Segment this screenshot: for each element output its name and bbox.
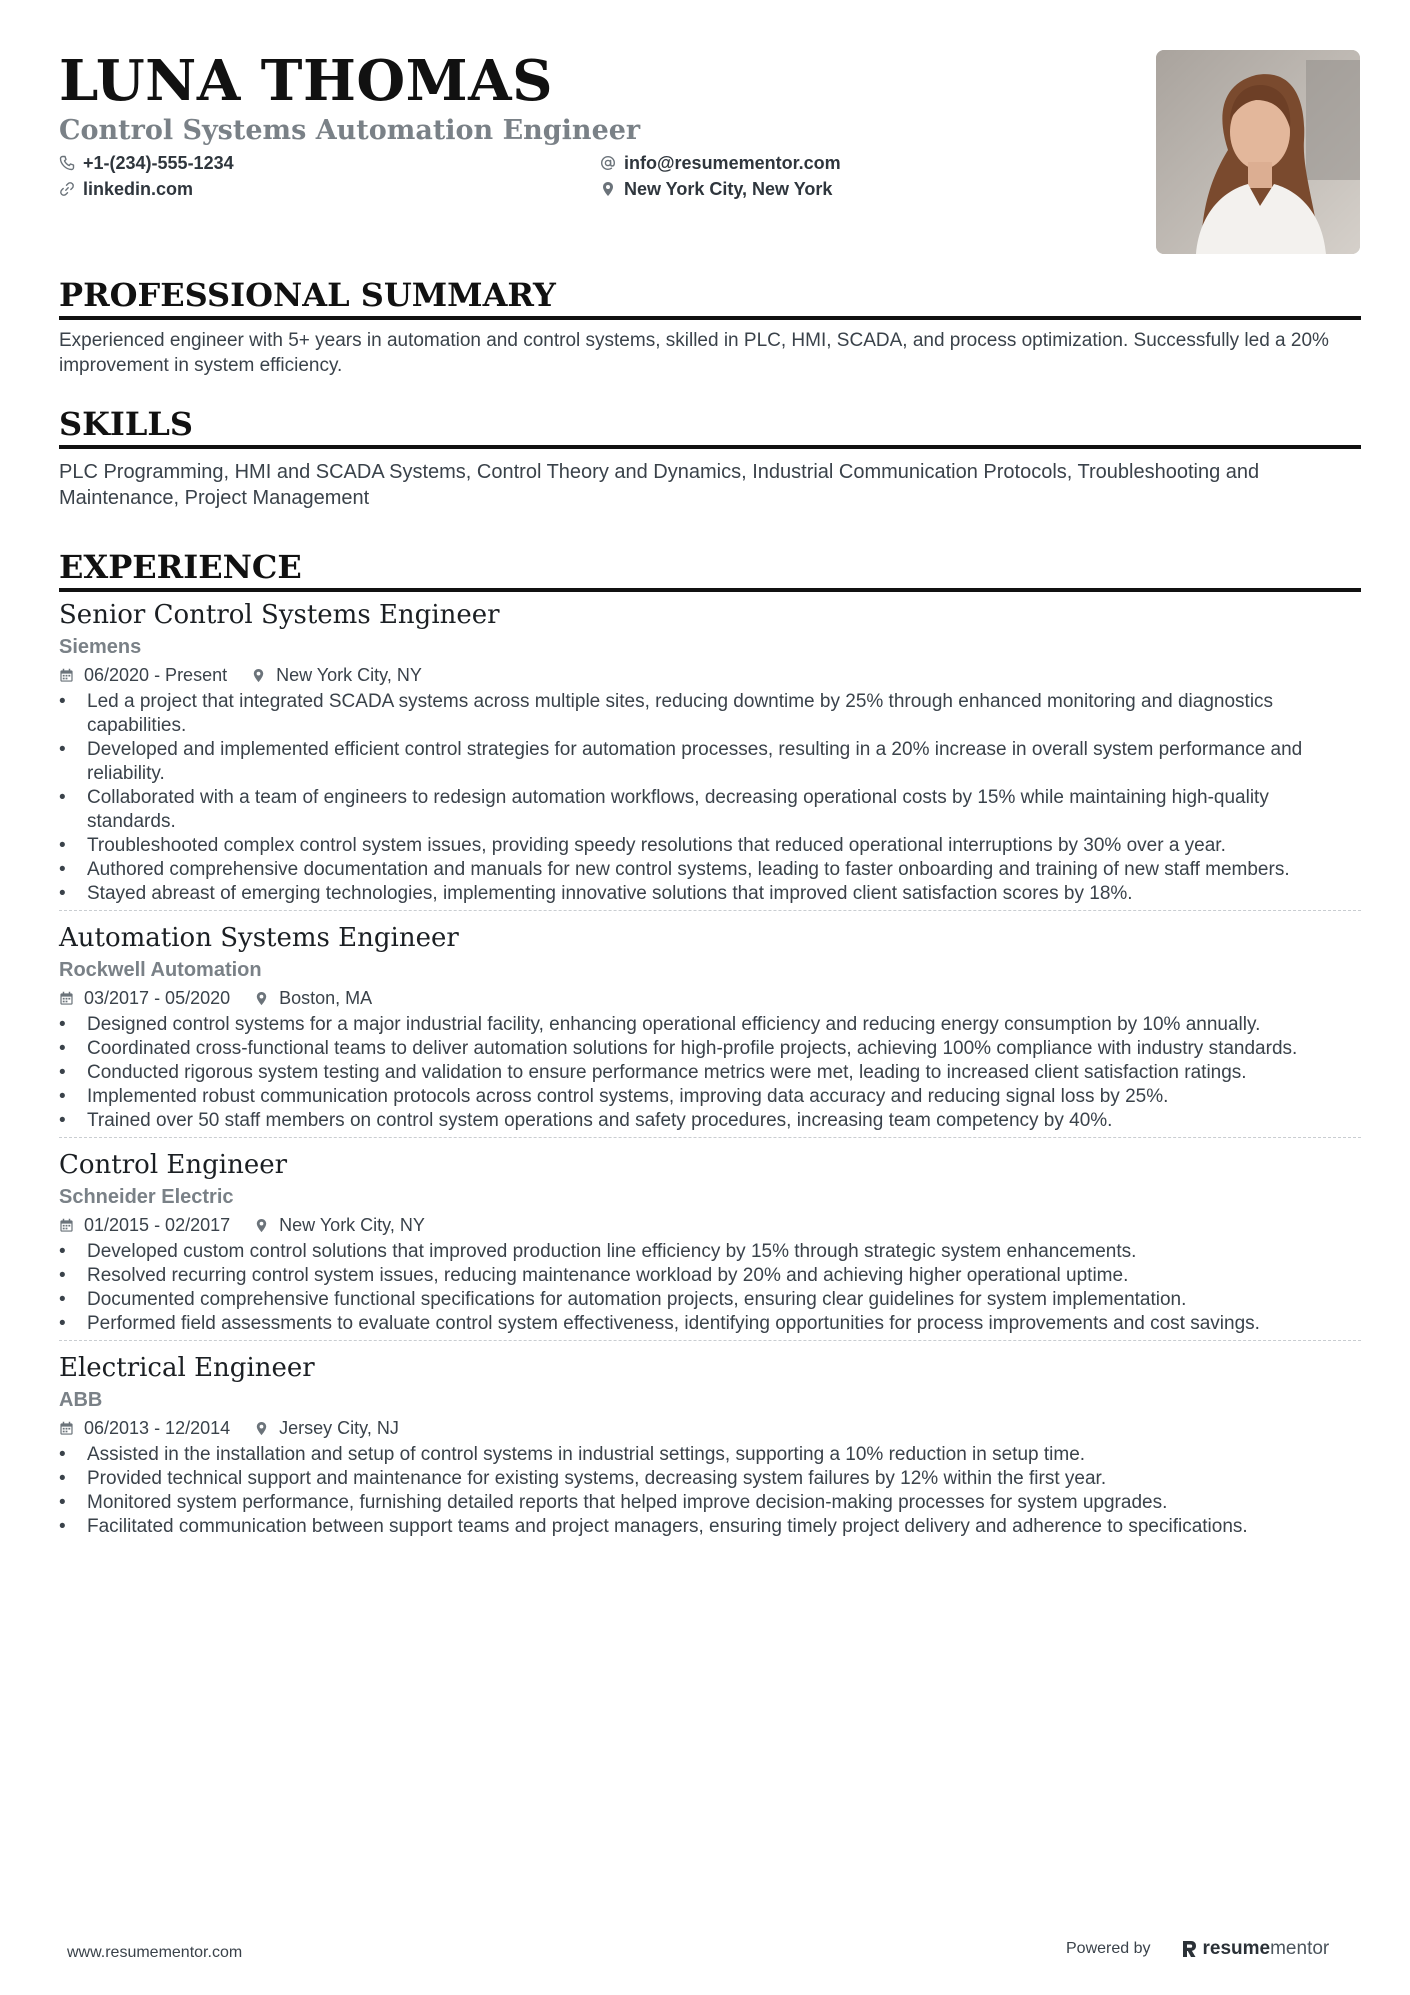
brand-name-bold: resume	[1202, 1938, 1271, 1959]
location-text: New York City, New York	[624, 179, 833, 199]
job-location-text: Jersey City, NJ	[279, 1418, 399, 1438]
job-location	[254, 1417, 399, 1439]
job-bullet: • Developed and implemented efficient control strategies for automation processes, resulting in a 20% increase in overall system performance and reliability.	[59, 738, 1361, 786]
job-meta	[59, 664, 1361, 686]
location-pin-icon	[254, 991, 269, 1006]
link-icon	[59, 181, 75, 197]
job-bullet: • Resolved recurring control system issues, reducing maintenance workload by 20% and achieving higher operational uptime.	[59, 1264, 1361, 1288]
company-name: Rockwell Automation	[59, 959, 262, 981]
job-bullet: • Performed field assessments to evaluate control system effectiveness, identifying opportunities for process improvements and cost savings.	[59, 1312, 1361, 1336]
powered-by-text: Powered by	[1066, 1940, 1151, 1957]
job-bullets	[59, 1013, 1361, 1133]
job-bullet: • Monitored system performance, furnishing detailed reports that helped improve decision-making processes for system upgrades.	[59, 1491, 1361, 1515]
calendar-icon	[59, 668, 74, 683]
location-pin-icon	[251, 668, 266, 683]
job-bullet: • Assisted in the installation and setup of control systems in industrial settings, supporting a 10% reduction in setup time.	[59, 1443, 1361, 1467]
job-title: Senior Control Systems Engineer	[59, 600, 500, 630]
contact-phone	[59, 152, 600, 174]
job-bullet: • Led a project that integrated SCADA systems across multiple sites, reducing downtime by 25% through enhanced monitoring and diagnostics capabilities.	[59, 690, 1361, 738]
job-location-text: Boston, MA	[279, 988, 373, 1008]
resumementor-logo-icon	[1179, 1938, 1199, 1960]
experience-section	[59, 548, 1361, 1553]
linkedin-text[interactable]: linkedin.com	[83, 179, 194, 199]
job-bullet: • Implemented robust communication protocols across control systems, improving data accuracy and reducing signal loss by 25%.	[59, 1085, 1361, 1109]
company-name: Siemens	[59, 636, 142, 658]
company-name: Schneider Electric	[59, 1186, 234, 1208]
contact-location	[600, 178, 1000, 200]
job-location	[251, 664, 422, 686]
location-pin-icon	[254, 1421, 269, 1436]
summary-heading: PROFESSIONAL SUMMARY	[59, 276, 1361, 320]
brand-logo[interactable]	[1179, 1938, 1330, 1960]
job-dates: 03/2017 - 05/2020	[84, 988, 231, 1008]
candidate-name: LUNA THOMAS	[59, 48, 554, 114]
calendar-icon	[59, 1421, 74, 1436]
skills-section	[59, 405, 1361, 511]
job-bullet: • Conducted rigorous system testing and validation to ensure performance metrics were met, leading to increased client satisfaction ratings.	[59, 1061, 1361, 1085]
job-bullet: • Authored comprehensive documentation and manuals for new control systems, leading to faster onboarding and training of new staff members.	[59, 858, 1361, 882]
job-dates: 06/2020 - Present	[84, 665, 228, 685]
job-bullet: • Developed custom control solutions that improved production line efficiency by 15% through strategic system enhancements.	[59, 1240, 1361, 1264]
job-location	[254, 1214, 425, 1236]
job-title: Electrical Engineer	[59, 1353, 315, 1383]
summary-text: Experienced engineer with 5+ years in automation and control systems, skilled in PLC, HMI, SCADA, and process optimization. Successfully led a 20% improvement in system efficiency.	[59, 330, 1329, 376]
job-bullet: • Collaborated with a team of engineers to redesign automation workflows, decreasing operational costs by 15% while maintaining high-quality standards.	[59, 786, 1361, 834]
location-pin-icon	[600, 181, 616, 197]
phone-text: +1-(234)-555-1234	[83, 153, 234, 173]
job-bullet: • Facilitated communication between support teams and project managers, ensuring timely project delivery and adherence to specifications.	[59, 1515, 1361, 1539]
job-meta	[59, 1417, 1361, 1439]
job-bullet: • Coordinated cross-functional teams to deliver automation solutions for high-profile projects, achieving 100% compliance with industry standards.	[59, 1037, 1361, 1061]
calendar-icon	[59, 991, 74, 1006]
skills-heading: SKILLS	[59, 405, 1361, 449]
job-bullet: • Troubleshooted complex control system issues, providing speedy resolutions that reduced operational interruptions by 30% over a year.	[59, 834, 1361, 858]
experience-list	[59, 598, 1361, 1543]
experience-entry	[59, 1351, 1361, 1543]
footer-branding	[1066, 1938, 1329, 1960]
job-bullet: • Designed control systems for a major industrial facility, enhancing operational efficiency and reducing energy consumption by 10% annually.	[59, 1013, 1361, 1037]
at-sign-icon	[600, 155, 616, 171]
job-bullet: • Provided technical support and maintenance for existing systems, decreasing system failures by 12% within the first year.	[59, 1467, 1361, 1491]
job-bullets	[59, 1240, 1361, 1336]
email-text[interactable]: info@resumementor.com	[624, 153, 841, 173]
job-dates: 01/2015 - 02/2017	[84, 1215, 231, 1235]
resume-header	[59, 48, 1159, 200]
job-title: Control Engineer	[59, 1150, 288, 1180]
contact-info	[59, 152, 1159, 200]
job-bullet: • Documented comprehensive functional specifications for automation projects, ensuring clear guidelines for system implementation.	[59, 1288, 1361, 1312]
job-meta	[59, 1214, 1361, 1236]
footer-website[interactable]: www.resumementor.com	[67, 1944, 243, 1961]
job-bullets	[59, 1443, 1361, 1539]
contact-email[interactable]	[600, 152, 1000, 174]
job-bullets	[59, 690, 1361, 906]
skills-text: PLC Programming, HMI and SCADA Systems, Control Theory and Dynamics, Industrial Communication Protocols, Troubleshooting and Maintenance, Project Management	[59, 461, 1260, 509]
job-location	[254, 987, 372, 1009]
job-meta	[59, 987, 1361, 1009]
location-pin-icon	[254, 1218, 269, 1233]
experience-heading: EXPERIENCE	[59, 548, 1361, 592]
profile-photo	[1156, 50, 1360, 254]
job-bullet: • Trained over 50 staff members on control system operations and safety procedures, increasing team competency by 40%.	[59, 1109, 1361, 1133]
job-location-text: New York City, NY	[276, 665, 422, 685]
brand-name-light: mentor	[1270, 1938, 1330, 1959]
calendar-icon	[59, 1218, 74, 1233]
job-bullet: • Stayed abreast of emerging technologies, implementing innovative solutions that improved client satisfaction scores by 18%.	[59, 882, 1361, 906]
summary-section	[59, 276, 1361, 378]
candidate-title: Control Systems Automation Engineer	[59, 115, 641, 146]
phone-icon	[59, 155, 75, 171]
job-location-text: New York City, NY	[279, 1215, 425, 1235]
experience-entry	[59, 921, 1361, 1138]
experience-entry	[59, 598, 1361, 911]
company-name: ABB	[59, 1389, 103, 1411]
profile-photo-image	[1156, 50, 1360, 254]
contact-linkedin[interactable]	[59, 178, 600, 200]
experience-entry	[59, 1148, 1361, 1341]
job-dates: 06/2013 - 12/2014	[84, 1418, 231, 1438]
job-title: Automation Systems Engineer	[59, 923, 459, 953]
